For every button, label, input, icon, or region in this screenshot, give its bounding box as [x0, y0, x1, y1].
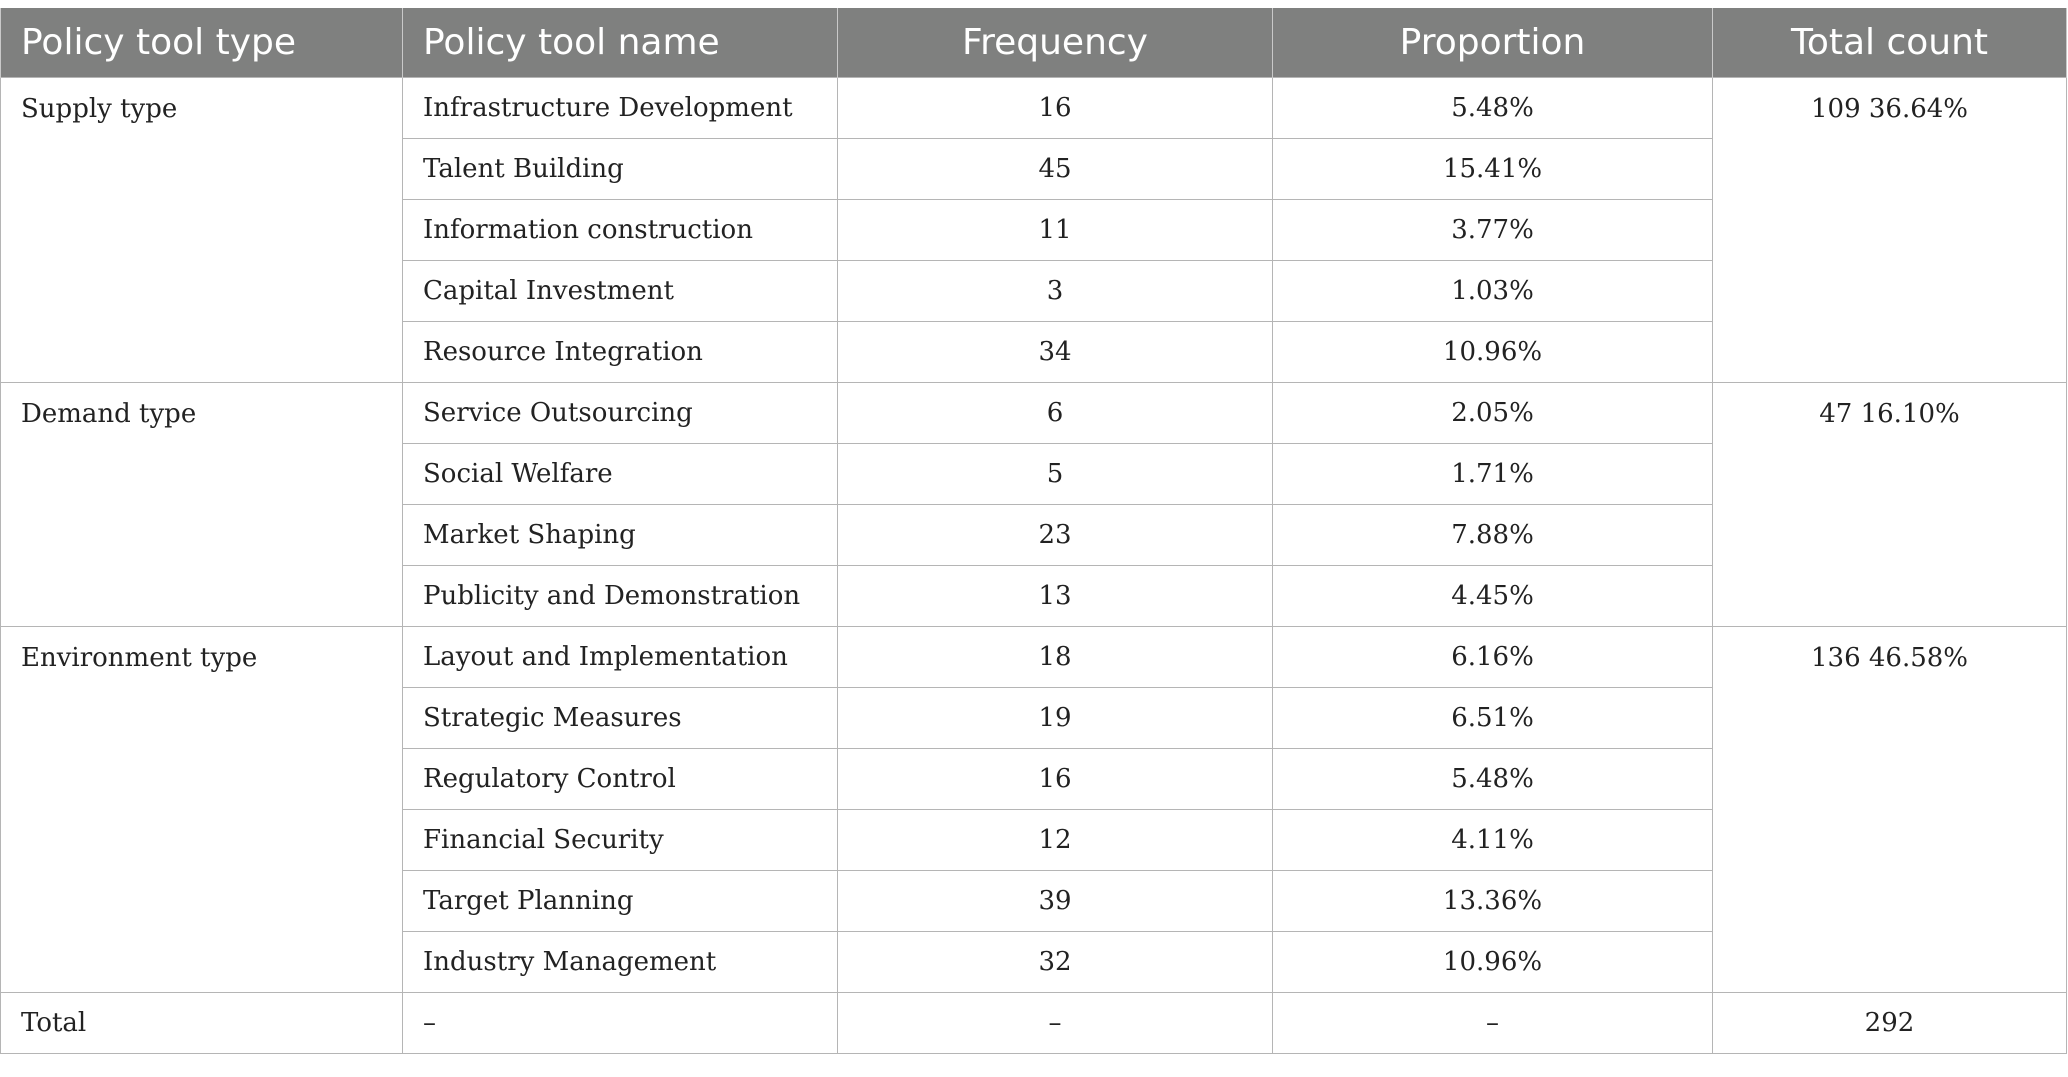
- policy-type-cell: Environment type: [1, 627, 403, 993]
- proportion-cell: 15.41%: [1273, 139, 1713, 200]
- frequency-cell: 34: [838, 322, 1273, 383]
- frequency-cell: 11: [838, 200, 1273, 261]
- total-label-cell: Total: [1, 993, 403, 1054]
- policy-name-cell: Talent Building: [403, 139, 838, 200]
- policy-name-cell: Service Outsourcing: [403, 383, 838, 444]
- proportion-cell: 3.77%: [1273, 200, 1713, 261]
- policy-name-cell: Layout and Implementation: [403, 627, 838, 688]
- proportion-cell: 10.96%: [1273, 932, 1713, 993]
- header-policy-tool-type: Policy tool type: [1, 8, 403, 78]
- frequency-cell: 6: [838, 383, 1273, 444]
- header-frequency: Frequency: [838, 8, 1273, 78]
- policy-tool-table: [0, 8, 2067, 1054]
- frequency-cell: 39: [838, 871, 1273, 932]
- header-policy-tool-name: Policy tool name: [403, 8, 838, 78]
- frequency-cell: 45: [838, 139, 1273, 200]
- frequency-cell: 19: [838, 688, 1273, 749]
- proportion-cell: 6.16%: [1273, 627, 1713, 688]
- frequency-cell: 23: [838, 505, 1273, 566]
- table-body: [1, 78, 2067, 1054]
- proportion-cell: 13.36%: [1273, 871, 1713, 932]
- policy-name-cell: Capital Investment: [403, 261, 838, 322]
- proportion-cell: 6.51%: [1273, 688, 1713, 749]
- policy-type-cell: Demand type: [1, 383, 403, 627]
- frequency-cell: 18: [838, 627, 1273, 688]
- policy-name-cell: Resource Integration: [403, 322, 838, 383]
- proportion-cell: 5.48%: [1273, 749, 1713, 810]
- proportion-cell: 2.05%: [1273, 383, 1713, 444]
- proportion-cell: 1.03%: [1273, 261, 1713, 322]
- total-frequency-cell: –: [838, 993, 1273, 1054]
- policy-name-cell: Target Planning: [403, 871, 838, 932]
- total-proportion-cell: –: [1273, 993, 1713, 1054]
- proportion-cell: 4.11%: [1273, 810, 1713, 871]
- policy-name-cell: Social Welfare: [403, 444, 838, 505]
- policy-name-cell: Strategic Measures: [403, 688, 838, 749]
- table-row: [1, 78, 2067, 139]
- total-row: [1, 993, 2067, 1054]
- frequency-cell: 5: [838, 444, 1273, 505]
- policy-tool-table-container: [0, 8, 2066, 1054]
- policy-name-cell: Regulatory Control: [403, 749, 838, 810]
- proportion-cell: 5.48%: [1273, 78, 1713, 139]
- policy-name-cell: Information construction: [403, 200, 838, 261]
- total-count-cell: 47 16.10%: [1713, 383, 2067, 627]
- total-name-cell: –: [403, 993, 838, 1054]
- frequency-cell: 32: [838, 932, 1273, 993]
- policy-type-cell: Supply type: [1, 78, 403, 383]
- policy-name-cell: Financial Security: [403, 810, 838, 871]
- header-total-count: Total count: [1713, 8, 2067, 78]
- table-row: [1, 627, 2067, 688]
- header-row: [1, 8, 2067, 78]
- grand-total-cell: 292: [1713, 993, 2067, 1054]
- frequency-cell: 16: [838, 749, 1273, 810]
- policy-name-cell: Market Shaping: [403, 505, 838, 566]
- policy-name-cell: Infrastructure Development: [403, 78, 838, 139]
- policy-name-cell: Publicity and Demonstration: [403, 566, 838, 627]
- table-header: [1, 8, 2067, 78]
- total-count-cell: 109 36.64%: [1713, 78, 2067, 383]
- frequency-cell: 16: [838, 78, 1273, 139]
- header-proportion: Proportion: [1273, 8, 1713, 78]
- frequency-cell: 3: [838, 261, 1273, 322]
- total-count-cell: 136 46.58%: [1713, 627, 2067, 993]
- proportion-cell: 10.96%: [1273, 322, 1713, 383]
- frequency-cell: 13: [838, 566, 1273, 627]
- proportion-cell: 1.71%: [1273, 444, 1713, 505]
- proportion-cell: 4.45%: [1273, 566, 1713, 627]
- table-row: [1, 383, 2067, 444]
- proportion-cell: 7.88%: [1273, 505, 1713, 566]
- frequency-cell: 12: [838, 810, 1273, 871]
- policy-name-cell: Industry Management: [403, 932, 838, 993]
